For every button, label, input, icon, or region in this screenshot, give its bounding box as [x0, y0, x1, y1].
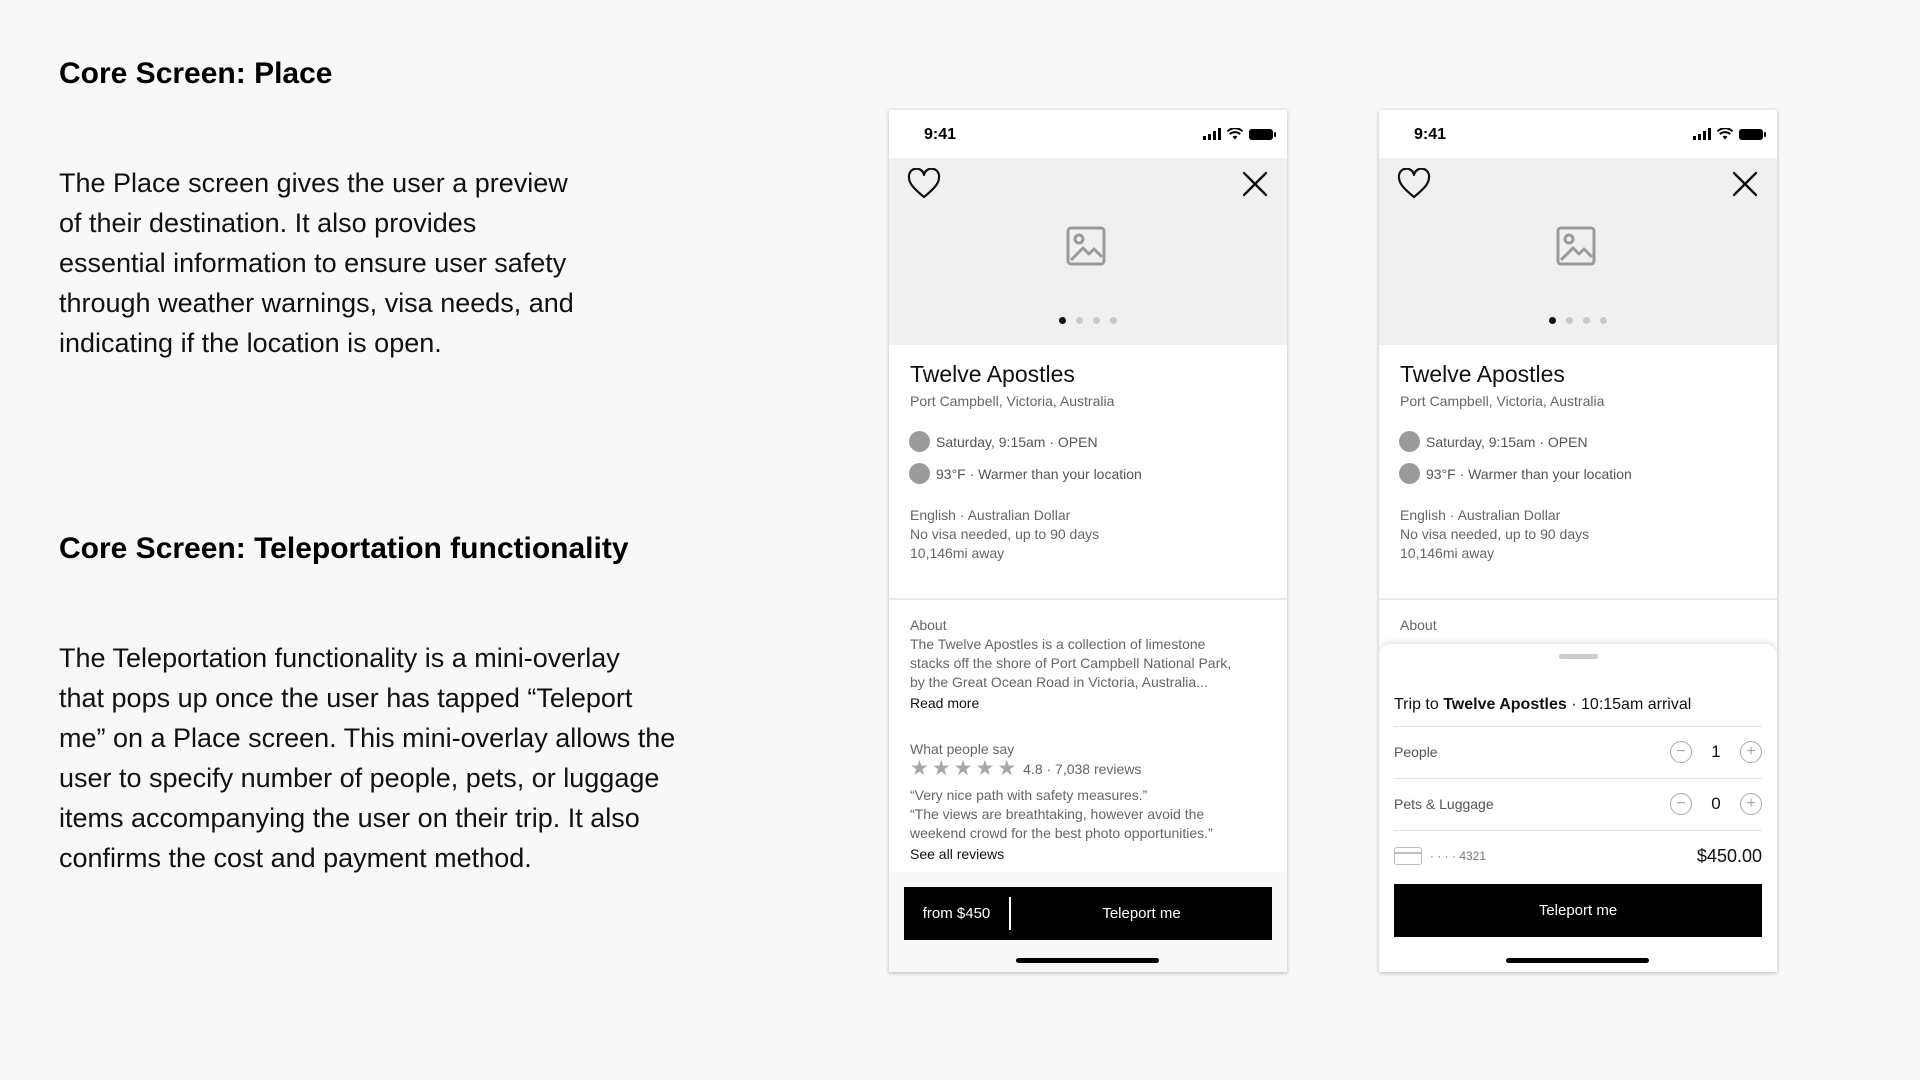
reviews-label: What people say [910, 741, 1015, 757]
carousel-dot[interactable] [1059, 317, 1066, 324]
rating-row [910, 757, 1142, 780]
payment-row[interactable] [1394, 831, 1762, 881]
teleport-me-button[interactable] [1394, 884, 1762, 937]
status-time: 9:41 [1414, 126, 1447, 143]
pets-luggage-label: Pets & Luggage [1394, 796, 1494, 812]
people-label: People [1394, 744, 1438, 760]
wifi-icon [1717, 128, 1733, 140]
hero-image-carousel[interactable] [889, 158, 1287, 345]
star-icon: ★ [953, 757, 973, 780]
read-more-link[interactable]: Read more [910, 695, 980, 711]
distance-info: 10,146mi away [1400, 545, 1495, 561]
sheet-drag-handle[interactable] [1559, 654, 1598, 659]
teleport-overlay-sheet [1379, 644, 1777, 972]
rating-text: 4.8 · 7,038 reviews [1023, 761, 1142, 777]
carousel-dot[interactable] [1566, 317, 1573, 324]
about-label: About [910, 617, 947, 633]
see-all-reviews-link[interactable]: See all reviews [910, 846, 1005, 862]
trip-amount: $450.00 [1696, 845, 1762, 866]
divider [889, 598, 1287, 600]
cellular-signal-icon [1203, 128, 1221, 140]
carousel-dots[interactable] [889, 317, 1287, 324]
place-screen-phone [889, 110, 1287, 972]
status-bar [1379, 110, 1777, 158]
hours-row [909, 431, 1098, 452]
place-section-description: The Place screen gives the user a preview of their destination. It also provides essential information to ensure user safety through weather warnings, visa needs, and indicating if the location is open. [59, 168, 574, 358]
status-time: 9:41 [924, 126, 957, 143]
carousel-dot[interactable] [1600, 317, 1607, 324]
star-icon: ★ [997, 757, 1017, 780]
distance-info: 10,146mi away [910, 545, 1005, 561]
status-bar [889, 110, 1287, 158]
status-icons [1203, 127, 1273, 141]
weather-text: 93°F · Warmer than your location [936, 465, 1142, 482]
wifi-icon [1227, 128, 1243, 140]
favorite-heart-icon[interactable] [1397, 168, 1431, 200]
carousel-dot[interactable] [1110, 317, 1117, 324]
review-quote: “Very nice path with safety measures.” [910, 787, 1148, 803]
place-location: Port Campbell, Victoria, Australia [1400, 393, 1605, 409]
about-label: About [1400, 617, 1437, 633]
visa-info: No visa needed, up to 90 days [910, 526, 1100, 542]
status-icons [1693, 127, 1763, 141]
close-icon[interactable] [1241, 170, 1269, 198]
hours-icon [909, 431, 930, 452]
weather-row [909, 463, 1142, 484]
image-placeholder-icon [1066, 226, 1106, 266]
card-number: · · · · 4321 [1430, 849, 1487, 863]
weather-row [1399, 463, 1632, 484]
teleport-me-label: Teleport me [1538, 902, 1618, 919]
hero-image-carousel[interactable] [1379, 158, 1777, 345]
visa-info: No visa needed, up to 90 days [1400, 526, 1590, 542]
place-location: Port Campbell, Victoria, Australia [910, 393, 1115, 409]
image-placeholder-icon [1556, 226, 1596, 266]
carousel-dot[interactable] [1093, 317, 1100, 324]
pets-luggage-stepper [1670, 793, 1762, 815]
teleport-me-button[interactable] [904, 887, 1272, 940]
trip-summary: Trip to Twelve Apostles · 10:15am arrival [1394, 696, 1692, 713]
pets-luggage-count: 0 [1711, 794, 1721, 813]
bottom-action-area [889, 872, 1287, 972]
teleport-overlay-phone [1379, 110, 1777, 972]
place-name: Twelve Apostles [910, 361, 1075, 387]
place-name: Twelve Apostles [1400, 361, 1565, 387]
favorite-heart-icon[interactable] [907, 168, 941, 200]
home-indicator[interactable] [1016, 958, 1159, 963]
people-row [1394, 727, 1762, 777]
teleport-me-label: Teleport me [1102, 905, 1181, 922]
star-icon: ★ [931, 757, 951, 780]
people-stepper [1670, 741, 1762, 763]
hours-text: Saturday, 9:15am · OPEN [1426, 433, 1588, 450]
battery-icon [1739, 129, 1763, 140]
divider [1379, 598, 1777, 600]
language-currency: English · Australian Dollar [910, 507, 1071, 523]
cellular-signal-icon [1693, 128, 1711, 140]
weather-icon [1399, 463, 1420, 484]
plus-icon[interactable]: + [1740, 793, 1762, 815]
weather-text: 93°F · Warmer than your location [1426, 465, 1632, 482]
carousel-dots[interactable] [1379, 317, 1777, 324]
weather-icon [909, 463, 930, 484]
star-icon: ★ [975, 757, 995, 780]
close-icon[interactable] [1731, 170, 1759, 198]
star-icon: ★ [910, 757, 929, 780]
battery-icon [1249, 129, 1273, 140]
about-text: The Twelve Apostles is a collection of limestone stacks off the shore of Port Campbell National Park, by the Great Ocean Road in Victoria, Australia... [910, 636, 1232, 690]
pets-luggage-row [1394, 779, 1762, 829]
review-quote: “The views are breathtaking, however avoid the weekend crowd for the best photo opportunities.” [910, 806, 1213, 841]
people-count: 1 [1711, 742, 1721, 761]
minus-icon[interactable]: − [1670, 793, 1692, 815]
hours-row [1399, 431, 1588, 452]
hours-text: Saturday, 9:15am · OPEN [936, 433, 1098, 450]
teleport-section-description: The Teleportation functionality is a mini-overlay that pops up once the user has tapped “Teleport me” on a Place screen. This mini-overlay allows the user to specify number of people, pets, or luggage items accompanying the user on their trip. It also confirms the cost and payment method. [59, 643, 676, 873]
hours-icon [1399, 431, 1420, 452]
credit-card-icon [1394, 847, 1422, 865]
carousel-dot[interactable] [1549, 317, 1556, 324]
home-indicator[interactable] [1506, 958, 1649, 963]
carousel-dot[interactable] [1583, 317, 1590, 324]
place-section-heading: Core Screen: Place [59, 57, 333, 90]
teleport-section-heading: Core Screen: Teleportation functionality [59, 532, 629, 565]
carousel-dot[interactable] [1076, 317, 1083, 324]
price-label: from $450 [904, 897, 1011, 930]
plus-icon[interactable]: + [1740, 741, 1762, 763]
language-currency: English · Australian Dollar [1400, 507, 1561, 523]
minus-icon[interactable]: − [1670, 741, 1692, 763]
